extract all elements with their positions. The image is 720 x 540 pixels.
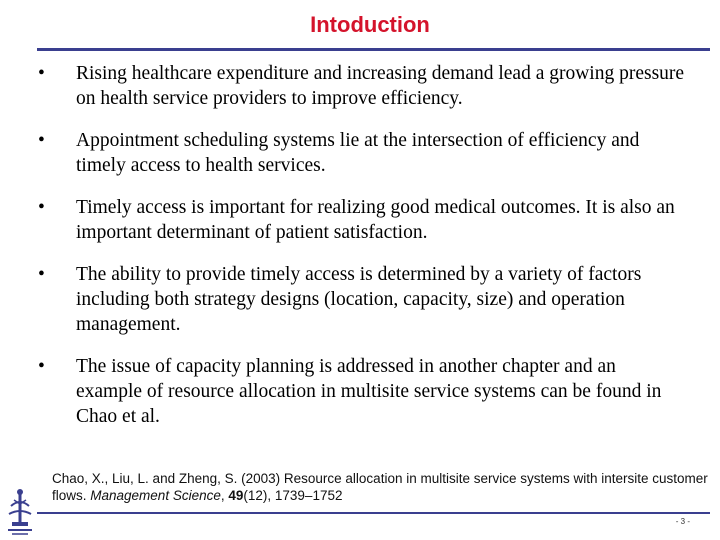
citation-separator: , [220,488,229,503]
citation-journal: Management Science [90,488,221,503]
bullet-item [36,61,686,111]
citation-volume: 49 [228,488,244,503]
slide-title: Intoduction [310,12,430,37]
title-divider [37,48,710,51]
citation [52,470,712,504]
bullet-text: The issue of capacity planning is addressed in another chapter and an example of resource allocation in multisite service systems can be found in Chao et al. [76,356,662,427]
citation-authors: Chao, X., Liu, L. and Zheng, S. (2003) Resource allocation in multisite service systems with intersite customer flows. [52,471,708,503]
bullet-marker: • [38,264,45,285]
page-number: - 3 - [675,517,690,526]
footer-divider [37,512,710,514]
bullet-text: Timely access is important for realizing good medical outcomes. It is also an important determinant of patient satisfaction. [76,197,675,243]
bullet-marker: • [38,197,45,218]
bullet-item [36,195,686,245]
bullet-text: Rising healthcare expenditure and increasing demand lead a growing pressure on health service providers to improve efficiency. [76,63,685,109]
bullet-text: The ability to provide timely access is determined by a variety of factors including both strategy designs (location, capacity, size) and operation management. [76,264,642,335]
university-crest-icon [2,486,38,540]
bullet-item [36,262,686,337]
bullet-item [36,128,686,178]
bullet-text: Appointment scheduling systems lie at the intersection of efficiency and timely access to health services. [76,130,640,176]
citation-issue-pages: (12), 1739–1752 [243,488,343,503]
bullet-list [36,61,686,446]
bullet-marker: • [38,356,45,377]
bullet-item [36,354,686,429]
bullet-marker: • [38,63,45,84]
bullet-marker: • [38,130,45,151]
